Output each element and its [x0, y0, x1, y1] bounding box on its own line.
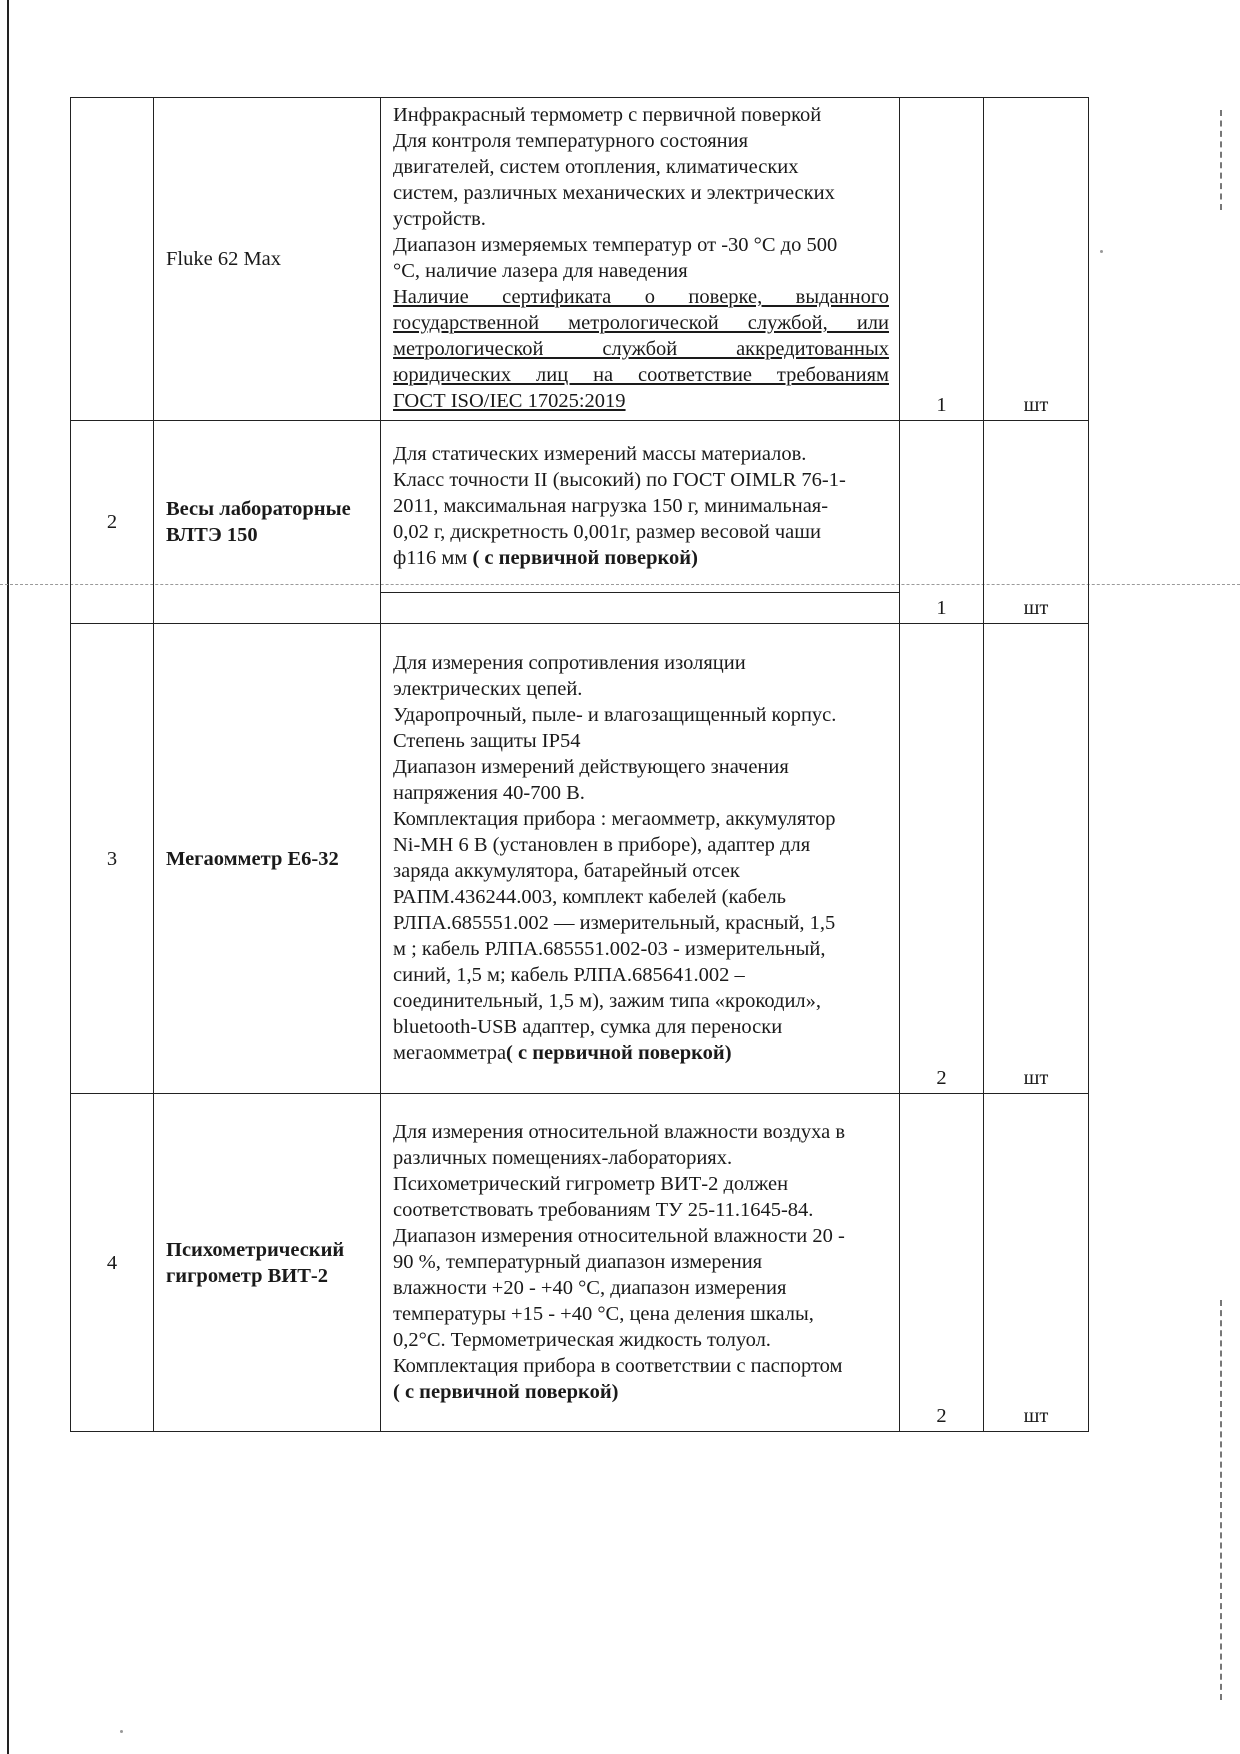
description-line: систем, различных механических и электрических	[393, 182, 835, 204]
description-line: bluetooth-USB адаптер, сумка для переноски	[393, 1015, 783, 1038]
page-edge	[7, 0, 9, 1754]
description-line: 0,02 г, дискретность 0,001г, размер весовой чаши	[393, 520, 822, 543]
row-number	[71, 98, 154, 421]
description-line: Комплектация прибора : мегаомметр, аккумулятор	[393, 807, 836, 830]
empty-cell	[381, 593, 900, 624]
scan-speck	[1100, 250, 1103, 253]
description-line: соединительный, 1,5 м), зажим типа «крокодил»,	[393, 989, 822, 1012]
scan-edge-marks	[1220, 110, 1230, 210]
description-line-underlined: Наличие сертификата о поверке, выданного	[393, 286, 889, 308]
description-line: Ударопрочный, пыле- и влагозащищенный корпус.	[393, 703, 837, 726]
description-line: 0,2°С. Термометрическая жидкость толуол.	[393, 1328, 771, 1351]
table-row	[71, 624, 1089, 1094]
description-line: Для контроля температурного состояния	[393, 130, 749, 152]
table-row	[71, 1094, 1089, 1432]
item-name: Весы лабораторные	[166, 498, 351, 520]
description-line: Степень защиты IP54	[393, 729, 581, 752]
item-unit: шт	[984, 421, 1089, 624]
row-number: 4	[71, 1094, 154, 1432]
description-line: Диапазон измеряемых температур от -30 °С до 500	[393, 234, 838, 256]
description-line: Диапазон измерения относительной влажности 20 -	[393, 1224, 845, 1247]
description-line: Психометрический гигрометр ВИТ-2 должен	[393, 1172, 789, 1195]
description-line: различных помещениях-лабораториях.	[393, 1146, 733, 1169]
verification-note: ( с первичной поверкой)	[472, 546, 698, 569]
description-line: влажности +20 - +40 °С, диапазон измерения	[393, 1276, 787, 1299]
description-line: соответствовать требованиям ТУ 25-11.1645-84.	[393, 1198, 814, 1221]
description-line: м ; кабель РЛПА.685551.002-03 - измерительный,	[393, 937, 826, 960]
equipment-spec-table	[70, 97, 1089, 1432]
item-name: Мегаомметр Е6-32	[166, 847, 339, 870]
item-name: Fluke 62 Max	[166, 248, 282, 270]
description-line: двигателей, систем отопления, климатических	[393, 156, 799, 178]
description-line: устройств.	[393, 208, 486, 230]
item-description	[381, 421, 900, 593]
description-line-underlined: юридических лиц на соответствие требованиям	[393, 364, 889, 386]
description-line: РАПМ.436244.003, комплект кабелей (кабель	[393, 885, 787, 908]
description-line: 90 %, температурный диапазон измерения	[393, 1250, 763, 1273]
item-description	[381, 98, 900, 421]
item-name: гигрометр ВИТ-2	[166, 1264, 328, 1287]
description-line: Для измерения сопротивления изоляции	[393, 651, 746, 674]
description-line: Ni-MH 6 В (установлен в приборе), адаптер для	[393, 833, 811, 856]
table-row	[71, 98, 1089, 421]
scan-speck	[120, 1730, 123, 1733]
item-name: Психометрический	[166, 1238, 345, 1261]
item-quantity: 1	[900, 98, 984, 421]
description-line: синий, 1,5 м; кабель РЛПА.685641.002 –	[393, 963, 745, 986]
description-line	[393, 545, 889, 571]
row-number: 3	[71, 624, 154, 1094]
description-line: Инфракрасный термометр с первичной поверкой	[393, 104, 822, 126]
description-line: 2011, максимальная нагрузка 150 г, минимальная-	[393, 494, 829, 517]
description-line	[393, 1040, 889, 1066]
description-text: мегаомметра	[393, 1041, 507, 1064]
item-unit: шт	[984, 624, 1089, 1094]
description-line: Класс точности II (высокий) по ГОСТ OIMLR 76-1-	[393, 468, 846, 491]
description-line: электрических цепей.	[393, 677, 583, 700]
item-quantity: 2	[900, 624, 984, 1094]
description-text: ф116 мм	[393, 546, 473, 569]
description-line: °С, наличие лазера для наведения	[393, 260, 688, 282]
item-description	[381, 1094, 900, 1432]
description-line-underlined: ГОСТ ISO/IEC 17025:2019	[393, 390, 626, 412]
description-line: Комплектация прибора в соответствии с паспортом	[393, 1354, 843, 1377]
description-line: напряжения 40-700 В.	[393, 781, 585, 804]
row-number: 2	[71, 421, 154, 624]
description-line-underlined: государственной метрологической службой, или	[393, 312, 889, 334]
description-line	[393, 1379, 889, 1405]
description-line: Для измерения относительной влажности воздуха в	[393, 1120, 846, 1143]
item-quantity: 2	[900, 1094, 984, 1432]
verification-note: ( с первичной поверкой)	[506, 1041, 732, 1064]
item-quantity: 1	[900, 421, 984, 624]
verification-note: ( с первичной поверкой)	[393, 1380, 619, 1403]
item-unit: шт	[984, 1094, 1089, 1432]
item-description	[381, 624, 900, 1094]
description-line: Диапазон измерений действующего значения	[393, 755, 789, 778]
description-line: заряда аккумулятора, батарейный отсек	[393, 859, 740, 882]
table-row	[71, 421, 1089, 593]
description-line: РЛПА.685551.002 — измерительный, красный, 1,5	[393, 911, 836, 934]
description-line: Для статических измерений массы материалов.	[393, 442, 807, 465]
item-name: ВЛТЭ 150	[166, 524, 258, 546]
description-line: температуры +15 - +40 °С, цена деления шкалы,	[393, 1302, 814, 1325]
scan-edge-marks	[1220, 1300, 1230, 1700]
description-line-underlined: метрологической службой аккредитованных	[393, 338, 889, 360]
item-unit: шт	[984, 98, 1089, 421]
